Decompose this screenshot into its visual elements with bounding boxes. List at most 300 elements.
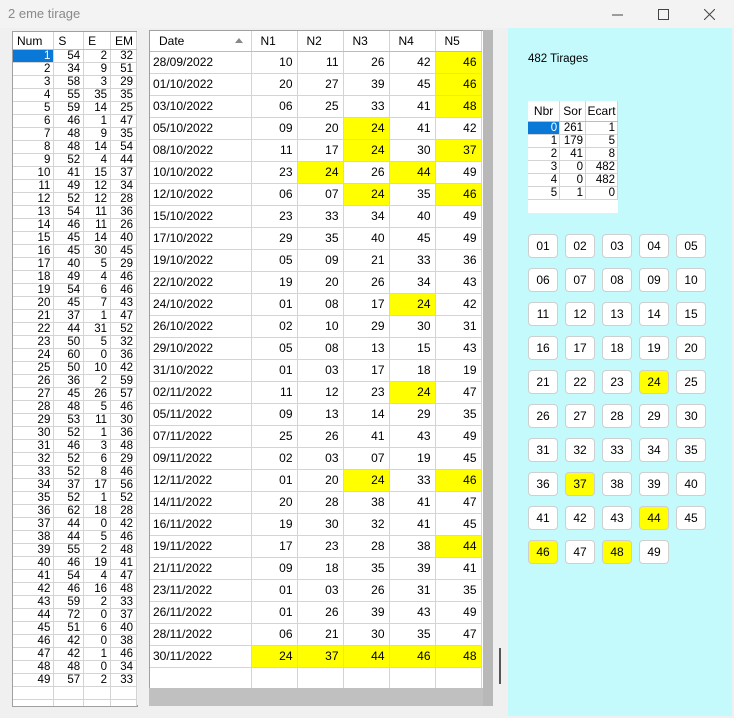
draw-date-cell: 15/10/2022 (150, 206, 251, 228)
column-header[interactable]: N4 (389, 31, 435, 52)
table-cell: 47 (13, 648, 54, 661)
column-header[interactable]: N3 (343, 31, 389, 52)
table-row[interactable] (13, 557, 137, 570)
draw-row[interactable] (150, 624, 481, 646)
left-grid-scrollbar[interactable] (137, 31, 142, 705)
table-cell: 15 (13, 232, 54, 245)
table-cell: 43 (13, 596, 54, 609)
number-button-35[interactable]: 35 (676, 438, 706, 462)
number-button-15[interactable]: 15 (676, 302, 706, 326)
draw-date-cell: 03/10/2022 (150, 96, 251, 118)
table-cell: 30 (84, 245, 111, 258)
number-button-25[interactable]: 25 (676, 370, 706, 394)
draw-row[interactable] (150, 250, 481, 272)
number-button-13[interactable]: 13 (602, 302, 632, 326)
number-button-46[interactable]: 46 (528, 540, 558, 564)
draw-row[interactable] (150, 514, 481, 536)
empty-row (150, 668, 481, 690)
table-cell: 52 (111, 323, 137, 336)
table-row[interactable] (13, 115, 137, 128)
number-button-37[interactable]: 37 (565, 472, 595, 496)
table-row[interactable] (13, 375, 137, 388)
table-cell: 261 (560, 122, 586, 135)
table-cell: 1 (84, 427, 111, 440)
number-button-17[interactable]: 17 (565, 336, 595, 360)
column-header[interactable]: Num (13, 32, 54, 50)
table-cell: 46 (54, 219, 84, 232)
draw-row[interactable] (150, 316, 481, 338)
table-row[interactable] (13, 219, 137, 232)
draws-grid-scrollbar[interactable] (494, 30, 508, 706)
table-cell: 24 (13, 349, 54, 362)
table-cell: 48 (54, 141, 84, 154)
maximize-button[interactable] (640, 0, 686, 28)
table-cell: 14 (13, 219, 54, 232)
table-row[interactable] (13, 596, 137, 609)
draw-number-cell: 06 (251, 96, 297, 118)
draw-number-cell: 41 (389, 118, 435, 140)
table-row[interactable] (528, 122, 618, 135)
draw-number-cell: 35 (343, 558, 389, 580)
draw-number-cell: 24 (251, 646, 297, 668)
draw-row[interactable] (150, 426, 481, 448)
draw-number-cell: 49 (435, 228, 481, 250)
draw-date-cell: 14/11/2022 (150, 492, 251, 514)
table-cell: 20 (13, 297, 54, 310)
draw-date-cell: 31/10/2022 (150, 360, 251, 382)
table-cell: 16 (13, 245, 54, 258)
table-cell: 45 (111, 245, 137, 258)
table-cell: 19 (13, 284, 54, 297)
number-button-04[interactable]: 04 (639, 234, 669, 258)
number-button-22[interactable]: 22 (565, 370, 595, 394)
table-cell: 9 (84, 63, 111, 76)
table-row[interactable] (13, 284, 137, 297)
number-button-23[interactable]: 23 (602, 370, 632, 394)
table-cell: 482 (586, 161, 618, 174)
table-row[interactable] (528, 161, 618, 174)
draw-number-cell: 17 (251, 536, 297, 558)
table-cell: 482 (586, 174, 618, 187)
draw-number-cell: 01 (251, 470, 297, 492)
table-cell: 11 (84, 206, 111, 219)
draws-grid-hscroll-track[interactable] (483, 30, 493, 706)
table-cell: 53 (54, 414, 84, 427)
table-cell: 54 (54, 50, 84, 63)
number-button-27[interactable]: 27 (565, 404, 595, 428)
table-row[interactable] (528, 135, 618, 148)
table-cell: 26 (13, 375, 54, 388)
table-cell: 40 (111, 622, 137, 635)
scrollbar-thumb[interactable] (499, 648, 501, 684)
draw-row[interactable] (150, 228, 481, 250)
table-row[interactable] (13, 336, 137, 349)
draw-row[interactable] (150, 492, 481, 514)
draw-number-cell: 24 (389, 382, 435, 404)
column-header[interactable]: N2 (297, 31, 343, 52)
draw-number-cell: 26 (343, 580, 389, 602)
table-row[interactable] (13, 440, 137, 453)
table-row[interactable] (13, 128, 137, 141)
draw-number-cell: 18 (297, 558, 343, 580)
table-row[interactable] (13, 518, 137, 531)
table-row[interactable] (13, 206, 137, 219)
table-row[interactable] (13, 154, 137, 167)
table-row[interactable] (13, 232, 137, 245)
table-cell: 9 (13, 154, 54, 167)
draw-number-cell: 44 (435, 536, 481, 558)
number-button-21[interactable]: 21 (528, 370, 558, 394)
table-cell: 58 (54, 76, 84, 89)
draw-row[interactable] (150, 470, 481, 492)
table-cell: 33 (13, 466, 54, 479)
number-button-47[interactable]: 47 (565, 540, 595, 564)
table-row[interactable] (13, 141, 137, 154)
table-cell: 37 (13, 518, 54, 531)
table-cell: 5 (84, 531, 111, 544)
draw-row[interactable] (150, 52, 481, 74)
table-cell: 44 (54, 518, 84, 531)
table-cell: 10 (84, 362, 111, 375)
table-row[interactable] (528, 187, 618, 200)
number-button-28[interactable]: 28 (602, 404, 632, 428)
table-row[interactable] (13, 479, 137, 492)
draw-number-cell: 26 (297, 426, 343, 448)
number-button-31[interactable]: 31 (528, 438, 558, 462)
draw-number-cell: 45 (435, 448, 481, 470)
draw-number-cell: 42 (435, 118, 481, 140)
table-cell: 35 (84, 89, 111, 102)
table-row[interactable] (13, 76, 137, 89)
table-cell: 30 (111, 414, 137, 427)
draw-number-cell: 03 (297, 360, 343, 382)
number-button-33[interactable]: 33 (602, 438, 632, 462)
number-button-18[interactable]: 18 (602, 336, 632, 360)
draw-number-cell: 37 (435, 140, 481, 162)
draw-row[interactable] (150, 206, 481, 228)
column-header[interactable]: Ecart (586, 101, 618, 122)
column-header[interactable]: N5 (435, 31, 481, 52)
draw-number-cell: 10 (251, 52, 297, 74)
table-cell: 46 (54, 440, 84, 453)
table-cell: 14 (84, 141, 111, 154)
number-button-10[interactable]: 10 (676, 268, 706, 292)
number-button-34[interactable]: 34 (639, 438, 669, 462)
draw-row[interactable] (150, 338, 481, 360)
close-button[interactable] (686, 0, 732, 28)
draw-row[interactable] (150, 558, 481, 580)
draw-number-cell: 20 (251, 74, 297, 96)
draw-number-cell: 49 (435, 206, 481, 228)
draw-date-cell: 28/09/2022 (150, 52, 251, 74)
number-button-07[interactable]: 07 (565, 268, 595, 292)
table-cell: 54 (54, 570, 84, 583)
number-button-45[interactable]: 45 (676, 506, 706, 530)
table-cell: 28 (13, 401, 54, 414)
table-cell: 47 (111, 310, 137, 323)
table-cell: 10 (13, 167, 54, 180)
table-cell: 46 (111, 284, 137, 297)
table-cell: 57 (54, 674, 84, 687)
table-cell: 55 (54, 89, 84, 102)
draw-number-cell: 41 (389, 96, 435, 118)
table-row[interactable] (13, 427, 137, 440)
table-cell: 37 (111, 167, 137, 180)
table-cell: 35 (13, 492, 54, 505)
draw-number-cell: 47 (435, 492, 481, 514)
table-cell: 8 (84, 466, 111, 479)
draw-row[interactable] (150, 162, 481, 184)
number-button-44[interactable]: 44 (639, 506, 669, 530)
draw-number-cell: 13 (343, 338, 389, 360)
table-cell: 5 (84, 258, 111, 271)
table-row[interactable] (528, 174, 618, 187)
table-row[interactable] (13, 193, 137, 206)
number-button-11[interactable]: 11 (528, 302, 558, 326)
draw-row[interactable] (150, 96, 481, 118)
number-button-49[interactable]: 49 (639, 540, 669, 564)
number-button-48[interactable]: 48 (602, 540, 632, 564)
table-cell: 12 (13, 193, 54, 206)
draw-row[interactable] (150, 360, 481, 382)
draw-number-cell: 41 (343, 426, 389, 448)
draw-number-cell: 38 (343, 492, 389, 514)
table-row[interactable] (13, 635, 137, 648)
draw-number-cell: 19 (251, 272, 297, 294)
draw-date-cell: 17/10/2022 (150, 228, 251, 250)
number-button-26[interactable]: 26 (528, 404, 558, 428)
number-button-36[interactable]: 36 (528, 472, 558, 496)
table-cell: 6 (84, 453, 111, 466)
table-cell: 29 (111, 453, 137, 466)
draw-number-cell: 49 (435, 162, 481, 184)
table-row[interactable] (13, 258, 137, 271)
draw-date-cell: 08/10/2022 (150, 140, 251, 162)
draw-number-cell: 30 (389, 140, 435, 162)
table-row[interactable] (13, 453, 137, 466)
column-header[interactable]: EM (111, 32, 137, 50)
draw-number-cell: 09 (251, 118, 297, 140)
table-row[interactable] (13, 583, 137, 596)
number-button-14[interactable]: 14 (639, 302, 669, 326)
table-cell: 4 (528, 174, 560, 187)
draw-number-cell: 26 (297, 602, 343, 624)
table-cell: 1 (586, 122, 618, 135)
table-cell: 2 (84, 674, 111, 687)
table-cell: 7 (84, 297, 111, 310)
draw-number-cell: 21 (343, 250, 389, 272)
draw-number-cell: 26 (343, 52, 389, 74)
draw-number-cell: 02 (251, 316, 297, 338)
grid-empty-area (149, 688, 483, 706)
number-button-32[interactable]: 32 (565, 438, 595, 462)
date-column-header[interactable]: Date (150, 31, 251, 52)
table-cell: 48 (54, 661, 84, 674)
number-button-01[interactable]: 01 (528, 234, 558, 258)
table-row[interactable] (528, 148, 618, 161)
draw-number-cell: 47 (435, 382, 481, 404)
table-row[interactable] (13, 323, 137, 336)
table-cell: 26 (111, 219, 137, 232)
table-cell: 30 (13, 427, 54, 440)
number-button-38[interactable]: 38 (602, 472, 632, 496)
draw-number-cell: 10 (297, 316, 343, 338)
draw-number-cell: 08 (297, 338, 343, 360)
table-cell: 60 (54, 349, 84, 362)
draw-number-cell: 24 (297, 162, 343, 184)
draw-number-cell: 23 (251, 162, 297, 184)
number-button-16[interactable]: 16 (528, 336, 558, 360)
table-row[interactable] (13, 609, 137, 622)
draw-number-cell: 35 (435, 404, 481, 426)
draw-number-cell: 35 (297, 228, 343, 250)
column-header[interactable]: N1 (251, 31, 297, 52)
draw-row[interactable] (150, 74, 481, 96)
empty-row (13, 700, 137, 708)
number-button-05[interactable]: 05 (676, 234, 706, 258)
draws-grid[interactable] (149, 30, 485, 706)
hits-summary-grid[interactable] (528, 101, 618, 213)
table-row[interactable] (13, 63, 137, 76)
table-cell: 44 (54, 531, 84, 544)
number-button-08[interactable]: 08 (602, 268, 632, 292)
table-row[interactable] (13, 180, 137, 193)
title-bar (0, 0, 734, 28)
draw-row[interactable] (150, 536, 481, 558)
empty-cell (150, 668, 251, 690)
draw-date-cell: 22/10/2022 (150, 272, 251, 294)
table-cell: 12 (84, 193, 111, 206)
draw-number-cell: 11 (297, 52, 343, 74)
table-row[interactable] (13, 271, 137, 284)
table-row[interactable] (13, 414, 137, 427)
number-button-03[interactable]: 03 (602, 234, 632, 258)
table-row[interactable] (13, 388, 137, 401)
table-row[interactable] (13, 362, 137, 375)
table-row[interactable] (13, 544, 137, 557)
table-row[interactable] (13, 401, 137, 414)
table-cell: 42 (13, 583, 54, 596)
table-cell: 14 (84, 232, 111, 245)
table-row[interactable] (13, 297, 137, 310)
number-button-06[interactable]: 06 (528, 268, 558, 292)
table-row[interactable] (13, 570, 137, 583)
number-button-12[interactable]: 12 (565, 302, 595, 326)
table-row[interactable] (13, 492, 137, 505)
draw-row[interactable] (150, 294, 481, 316)
draw-row[interactable] (150, 602, 481, 624)
draw-row[interactable] (150, 580, 481, 602)
draw-number-cell: 24 (389, 294, 435, 316)
draw-number-cell: 49 (435, 426, 481, 448)
empty-cell (13, 687, 54, 700)
number-stats-grid[interactable] (12, 31, 138, 707)
table-row[interactable] (13, 89, 137, 102)
table-row[interactable] (13, 648, 137, 661)
number-button-39[interactable]: 39 (639, 472, 669, 496)
table-cell: 19 (84, 557, 111, 570)
minimize-button[interactable] (594, 0, 640, 28)
table-row[interactable] (13, 102, 137, 115)
table-cell: 18 (84, 505, 111, 518)
table-cell: 49 (54, 180, 84, 193)
number-button-19[interactable]: 19 (639, 336, 669, 360)
table-cell: 38 (111, 635, 137, 648)
column-header[interactable]: Nbr (528, 101, 560, 122)
table-cell: 1 (84, 492, 111, 505)
draw-row[interactable] (150, 140, 481, 162)
draw-row[interactable] (150, 448, 481, 470)
table-row[interactable] (13, 349, 137, 362)
draw-date-cell: 23/11/2022 (150, 580, 251, 602)
table-row[interactable] (13, 245, 137, 258)
table-cell: 48 (54, 401, 84, 414)
number-button-42[interactable]: 42 (565, 506, 595, 530)
number-button-40[interactable]: 40 (676, 472, 706, 496)
table-cell: 40 (54, 258, 84, 271)
table-cell: 31 (84, 323, 111, 336)
table-row[interactable] (13, 310, 137, 323)
draw-date-cell: 24/10/2022 (150, 294, 251, 316)
number-button-02[interactable]: 02 (565, 234, 595, 258)
number-button-29[interactable]: 29 (639, 404, 669, 428)
number-button-20[interactable]: 20 (676, 336, 706, 360)
number-button-43[interactable]: 43 (602, 506, 632, 530)
table-cell: 33 (111, 674, 137, 687)
table-cell: 0 (560, 161, 586, 174)
draw-number-cell: 06 (251, 624, 297, 646)
draw-row[interactable] (150, 646, 481, 668)
table-cell: 40 (111, 232, 137, 245)
table-row[interactable] (13, 661, 137, 674)
draw-number-cell: 21 (297, 624, 343, 646)
number-button-24[interactable]: 24 (639, 370, 669, 394)
table-row[interactable] (13, 505, 137, 518)
table-row[interactable] (13, 531, 137, 544)
number-button-30[interactable]: 30 (676, 404, 706, 428)
draw-number-cell: 23 (343, 382, 389, 404)
draw-date-cell: 05/10/2022 (150, 118, 251, 140)
empty-cell (297, 668, 343, 690)
table-row[interactable] (13, 167, 137, 180)
column-header[interactable]: S (54, 32, 84, 50)
draw-number-cell: 20 (297, 272, 343, 294)
draw-number-cell: 11 (251, 382, 297, 404)
table-cell: 0 (586, 187, 618, 200)
draw-date-cell: 05/11/2022 (150, 404, 251, 426)
draw-number-cell: 47 (435, 624, 481, 646)
table-row[interactable] (13, 50, 137, 63)
number-button-41[interactable]: 41 (528, 506, 558, 530)
draw-number-cell: 35 (389, 624, 435, 646)
table-row[interactable] (13, 466, 137, 479)
draw-row[interactable] (150, 118, 481, 140)
draw-row[interactable] (150, 382, 481, 404)
table-cell: 26 (84, 388, 111, 401)
column-header[interactable]: E (84, 32, 111, 50)
draw-row[interactable] (150, 272, 481, 294)
table-cell: 36 (13, 505, 54, 518)
draw-row[interactable] (150, 184, 481, 206)
column-header[interactable]: Sor (560, 101, 586, 122)
draw-number-cell: 41 (389, 492, 435, 514)
number-button-09[interactable]: 09 (639, 268, 669, 292)
table-row[interactable] (13, 622, 137, 635)
table-row[interactable] (13, 674, 137, 687)
table-cell: 46 (54, 557, 84, 570)
table-cell: 51 (54, 622, 84, 635)
draw-row[interactable] (150, 404, 481, 426)
